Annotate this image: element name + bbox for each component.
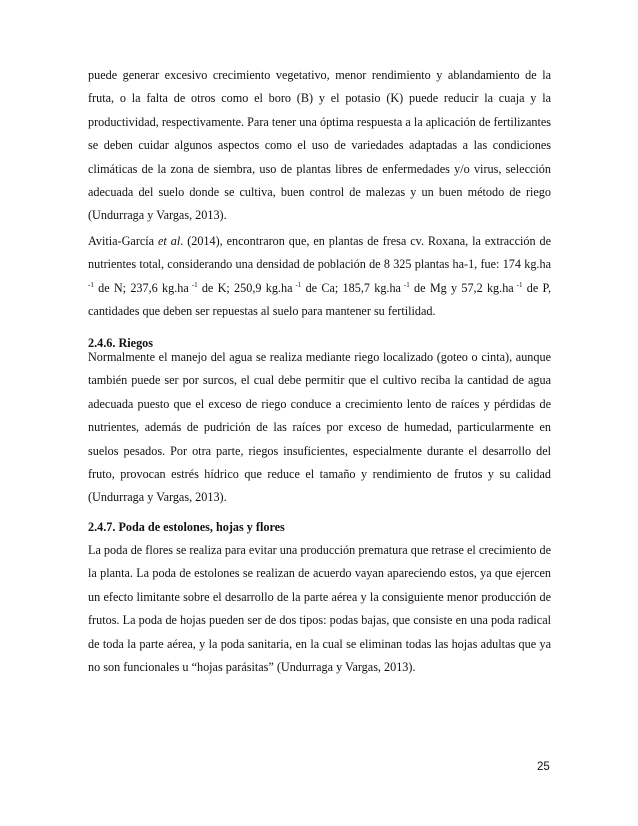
paragraph-riegos: Normalmente el manejo del agua se realiza mediante riego localizado (goteo o cinta), aunque también puede ser por surcos, el cual debe permitir que el cultivo reciba la cantidad de agua adecuada puesto que el exceso de riego conduce a crecimiento lento de raíces y pérdidas de nutrientes, además de pudrición de las raíces por exceso de humedad, particularmente en suelos pesados. Por otra parte, riegos insuficientes, especialmente durante el desarrollo del fruto, provocan estrés hídrico que reduce el tamaño y rendimiento de frutos y su calidad (Undurraga y Vargas, 2013). — [88, 350, 551, 505]
superscript: -1 — [292, 280, 302, 289]
text-segment: . (2014), encontraron que, en plantas de fresa cv. Roxana, la extracción de nutrientes total, considerando una densidad de población de 8 325 plantas ha-1, fue: 174 kg.ha — [88, 234, 551, 272]
paragraph-nutrient-extraction — [88, 230, 551, 324]
italic-et-al: et al — [158, 234, 181, 248]
text-segment: de K; 250,9 kg.ha — [197, 280, 293, 295]
text-segment: Avitia-García — [88, 234, 159, 248]
section-heading-riegos: 2.4.6. Riegos — [88, 336, 153, 350]
section-heading-poda: 2.4.7. Poda de estolones, hojas y flores — [88, 520, 285, 534]
text-segment: de Ca; 185,7 kg.ha — [301, 280, 401, 295]
superscript: -1 — [88, 280, 94, 289]
text-segment: de N; 237,6 kg.ha — [93, 280, 189, 295]
superscript: -1 — [188, 280, 198, 289]
page-number: 25 — [537, 761, 550, 773]
text-segment: de Mg y 57,2 kg.ha — [409, 280, 514, 295]
paragraph-fertilization: puede generar excesivo crecimiento vegetativo, menor rendimiento y ablandamiento de la fruta, o la falta de otros como el boro (B) y el potasio (K) puede reducir la cuaja y la productividad, respectivamente. Para tener una óptima respuesta a la aplicación de fertilizantes se deben cuidar algunos aspectos como el uso de variedades adaptadas a las condiciones climáticas de la zona de siembra, uso de plantas libres de enfermedades y/o virus, selección adecuada del suelo donde se cultiva, buen control de malezas y un buen método de riego (Undurraga y Vargas, 2013). — [88, 68, 551, 223]
superscript: -1 — [513, 280, 523, 289]
text-segment: de P, cantidades que deben ser repuestas al suelo para mantener su fertilidad. — [88, 280, 552, 319]
superscript: -1 — [400, 280, 410, 289]
paragraph-poda: La poda de flores se realiza para evitar una producción prematura que retrase el crecimiento de la planta. La poda de estolones se realizan de acuerdo vayan apareciendo estos, ya que ejercen un efecto limitante sobre el desarrollo de la parte aérea y la consiguiente menor producción de frutos. La poda de hojas pueden ser de dos tipos: podas bajas, que consiste en una poda radical de toda la parte aérea, y la poda sanitaria, en la cual se eliminan todas las hojas adultas que ya no son funcionales u “hojas parásitas” (Undurraga y Vargas, 2013). — [88, 543, 551, 675]
